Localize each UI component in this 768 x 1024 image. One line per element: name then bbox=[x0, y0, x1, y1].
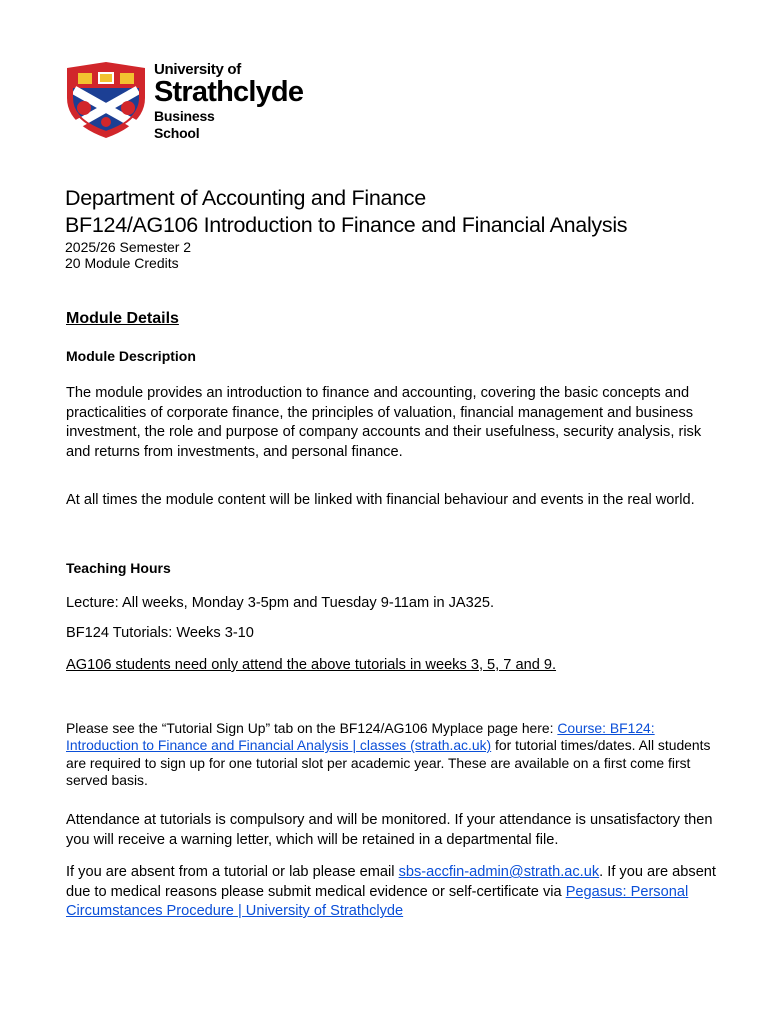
credits-label: 20 Module Credits bbox=[65, 255, 179, 271]
absence-paragraph bbox=[66, 863, 716, 922]
logo-university-of: University of bbox=[154, 61, 241, 78]
module-details-heading: Module Details bbox=[66, 310, 179, 327]
lecture-times: Lecture: All weeks, Monday 3-5pm and Tuesday 9-11am in JA325. bbox=[66, 595, 495, 611]
university-logo bbox=[64, 60, 324, 144]
admin-email-link[interactable]: sbs-accfin-admin@strath.ac.uk bbox=[398, 864, 600, 880]
myplace-course-link[interactable]: Course: BF124: Introduction to Finance and Financial Analysis | classes (strath.ac.uk) bbox=[66, 720, 655, 754]
logo-wordmark bbox=[154, 62, 303, 141]
module-description-paragraph: The module provides an introduction to finance and accounting, covering the basic concepts and practicalities of corporate finance, the principles of valuation, financial management and business investment, the role and purpose of company accounts and their usefulness, security analysis, risk and returns from investments, and personal finance. bbox=[66, 385, 702, 460]
ag106-note: AG106 students need only attend the above tutorials in weeks 3, 5, 7 and 9. bbox=[66, 657, 557, 673]
tutorial-weeks: BF124 Tutorials: Weeks 3-10 bbox=[66, 625, 254, 641]
crest-icon bbox=[64, 60, 148, 140]
module-description-heading: Module Description bbox=[66, 348, 196, 364]
absence-text-before: If you are absent from a tutorial or lab please email bbox=[66, 864, 399, 880]
pegasus-link[interactable]: Pegasus: Personal Circumstances Procedure | University of Strathclyde bbox=[66, 883, 689, 919]
module-title: BF124/AG106 Introduction to Finance and Financial Analysis bbox=[65, 213, 628, 237]
real-world-paragraph: At all times the module content will be linked with financial behaviour and events in the real world. bbox=[66, 492, 695, 508]
tutorial-signup-paragraph bbox=[66, 720, 726, 789]
absence-text-middle: . If you are absent due to medical reasons please submit medical evidence or self-certificate via bbox=[66, 864, 716, 900]
logo-school: School bbox=[154, 125, 200, 141]
document-heading bbox=[65, 185, 627, 271]
semester-label: 2025/26 Semester 2 bbox=[65, 239, 192, 255]
signup-text-before: Please see the “Tutorial Sign Up” tab on the BF124/AG106 Myplace page here: bbox=[66, 720, 558, 736]
logo-strathclyde: Strathclyde bbox=[154, 76, 304, 108]
teaching-hours-heading: Teaching Hours bbox=[66, 560, 171, 576]
logo-business: Business bbox=[154, 108, 215, 124]
signup-text-after: for tutorial times/dates. All students are required to sign up for one tutorial slot per academic year. These are available on a first come first served basis. bbox=[66, 737, 711, 788]
attendance-paragraph: Attendance at tutorials is compulsory and will be monitored. If your attendance is unsatisfactory then you will receive a warning letter, which will be retained in a departmental file. bbox=[66, 812, 713, 848]
department-title: Department of Accounting and Finance bbox=[65, 186, 426, 210]
